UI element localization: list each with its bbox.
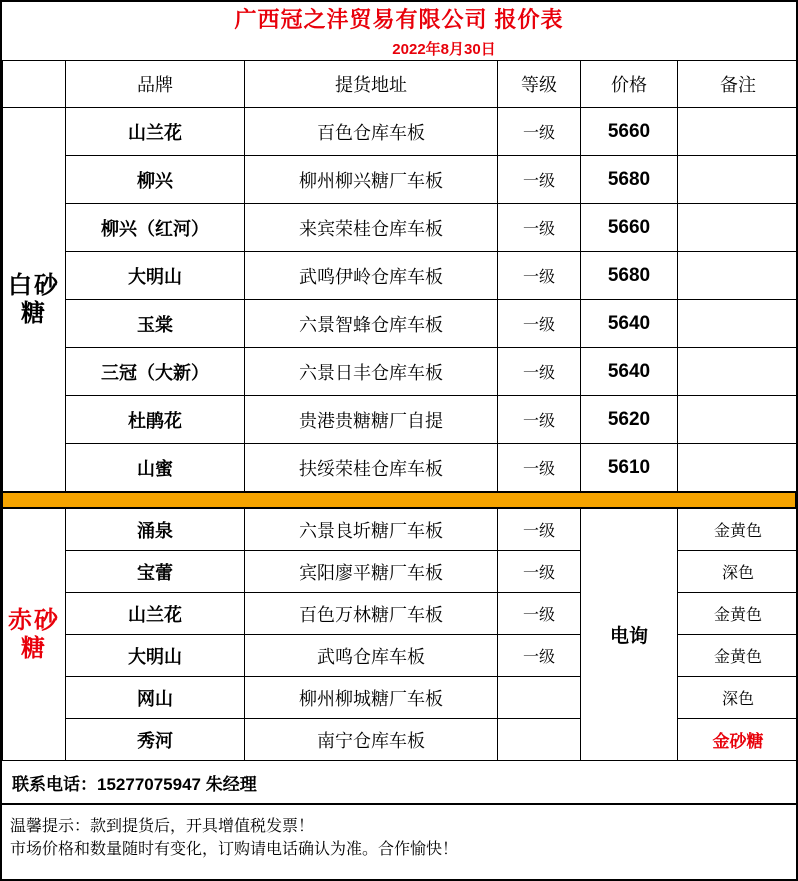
header-address: 提货地址 (245, 61, 498, 108)
cell-price: 5640 (581, 348, 678, 396)
table-row (3, 348, 798, 396)
cell-address: 百色仓库车板 (245, 108, 498, 156)
cell-grade: 一级 (498, 593, 581, 635)
quotation-date: 2022年8月30日 (392, 40, 496, 58)
cell-note: 深色 (678, 677, 798, 719)
cell-note: 金黄色 (678, 635, 798, 677)
cell-address: 六景日丰仓库车板 (245, 348, 498, 396)
cell-price: 5680 (581, 252, 678, 300)
cell-price: 5620 (581, 396, 678, 444)
cell-grade: 一级 (498, 396, 581, 444)
contact-line: 联系电话：15277075947 朱经理 (2, 761, 796, 805)
table-header-row (3, 61, 798, 108)
cell-brand: 山兰花 (66, 108, 245, 156)
cell-address: 来宾荣桂仓库车板 (245, 204, 498, 252)
cell-grade: 一级 (498, 204, 581, 252)
cell-note: 金黄色 (678, 593, 798, 635)
cell-grade: 一级 (498, 509, 581, 551)
cell-grade: 一级 (498, 252, 581, 300)
cell-price: 5660 (581, 204, 678, 252)
cell-price-merged: 电询 (581, 509, 678, 761)
cell-note: 金砂糖 (678, 719, 798, 761)
header-grade: 等级 (498, 61, 581, 108)
cell-address: 六景智蜂仓库车板 (245, 300, 498, 348)
cell-grade: 一级 (498, 156, 581, 204)
table-row (3, 551, 798, 593)
page-title: 广西冠之沣贸易有限公司 报价表 (234, 7, 564, 32)
table-row (3, 635, 798, 677)
cell-price: 5660 (581, 108, 678, 156)
table-row (3, 252, 798, 300)
table-row (3, 108, 798, 156)
white-sugar-table (2, 60, 798, 492)
cell-address: 柳州柳兴糖厂车板 (245, 156, 498, 204)
header-brand: 品牌 (66, 61, 245, 108)
cell-address: 宾阳廖平糖厂车板 (245, 551, 498, 593)
cell-grade: 一级 (498, 551, 581, 593)
cell-brand: 秀河 (66, 719, 245, 761)
cell-grade: 一级 (498, 635, 581, 677)
cell-brand: 网山 (66, 677, 245, 719)
cell-address: 武鸣伊岭仓库车板 (245, 252, 498, 300)
cell-note (678, 444, 798, 492)
cell-grade (498, 719, 581, 761)
cell-brand: 三冠（大新） (66, 348, 245, 396)
cell-address: 六景良圻糖厂车板 (245, 509, 498, 551)
cell-address: 南宁仓库车板 (245, 719, 498, 761)
table-row (3, 396, 798, 444)
note-line-2: 市场价格和数量随时有变化，订购请电话确认为准。合作愉快！ (10, 841, 459, 859)
table-row (3, 156, 798, 204)
cell-brand: 玉棠 (66, 300, 245, 348)
cell-note (678, 204, 798, 252)
date-row (2, 36, 796, 60)
header-category (3, 61, 66, 108)
cell-address: 柳州柳城糖厂车板 (245, 677, 498, 719)
cell-brand: 山蜜 (66, 444, 245, 492)
cell-note: 金黄色 (678, 509, 798, 551)
notes-block (2, 805, 796, 879)
table-row (3, 444, 798, 492)
cell-note: 深色 (678, 551, 798, 593)
cell-note (678, 108, 798, 156)
cell-grade: 一级 (498, 108, 581, 156)
footer (2, 761, 796, 879)
cell-address: 扶绥荣桂仓库车板 (245, 444, 498, 492)
cell-note (678, 300, 798, 348)
cell-price: 5680 (581, 156, 678, 204)
cell-brand: 大明山 (66, 635, 245, 677)
section-separator (2, 492, 796, 508)
table-row (3, 509, 798, 551)
cell-brand: 宝蕾 (66, 551, 245, 593)
table-row (3, 593, 798, 635)
cell-brand: 山兰花 (66, 593, 245, 635)
category-red-sugar: 赤砂糖 (3, 509, 66, 761)
cell-brand: 涌泉 (66, 509, 245, 551)
cell-grade: 一级 (498, 348, 581, 396)
red-sugar-table (2, 508, 798, 761)
cell-brand: 大明山 (66, 252, 245, 300)
cell-brand: 杜鹃花 (66, 396, 245, 444)
cell-note (678, 348, 798, 396)
title-row (2, 2, 796, 36)
cell-address: 武鸣仓库车板 (245, 635, 498, 677)
cell-price: 5610 (581, 444, 678, 492)
header-price: 价格 (581, 61, 678, 108)
cell-note (678, 396, 798, 444)
table-row (3, 300, 798, 348)
cell-price: 5640 (581, 300, 678, 348)
note-line-1: 温馨提示：款到提货后，开具增值税发票！ (10, 818, 315, 835)
cell-grade (498, 677, 581, 719)
table-row (3, 204, 798, 252)
cell-grade: 一级 (498, 444, 581, 492)
cell-note (678, 156, 798, 204)
cell-grade: 一级 (498, 300, 581, 348)
cell-address: 贵港贵糖糖厂自提 (245, 396, 498, 444)
cell-brand: 柳兴 (66, 156, 245, 204)
cell-note (678, 252, 798, 300)
category-white-sugar: 白砂糖 (3, 108, 66, 492)
table-row (3, 677, 798, 719)
table-row (3, 719, 798, 761)
cell-brand: 柳兴（红河） (66, 204, 245, 252)
cell-address: 百色万林糖厂车板 (245, 593, 498, 635)
header-note: 备注 (678, 61, 798, 108)
